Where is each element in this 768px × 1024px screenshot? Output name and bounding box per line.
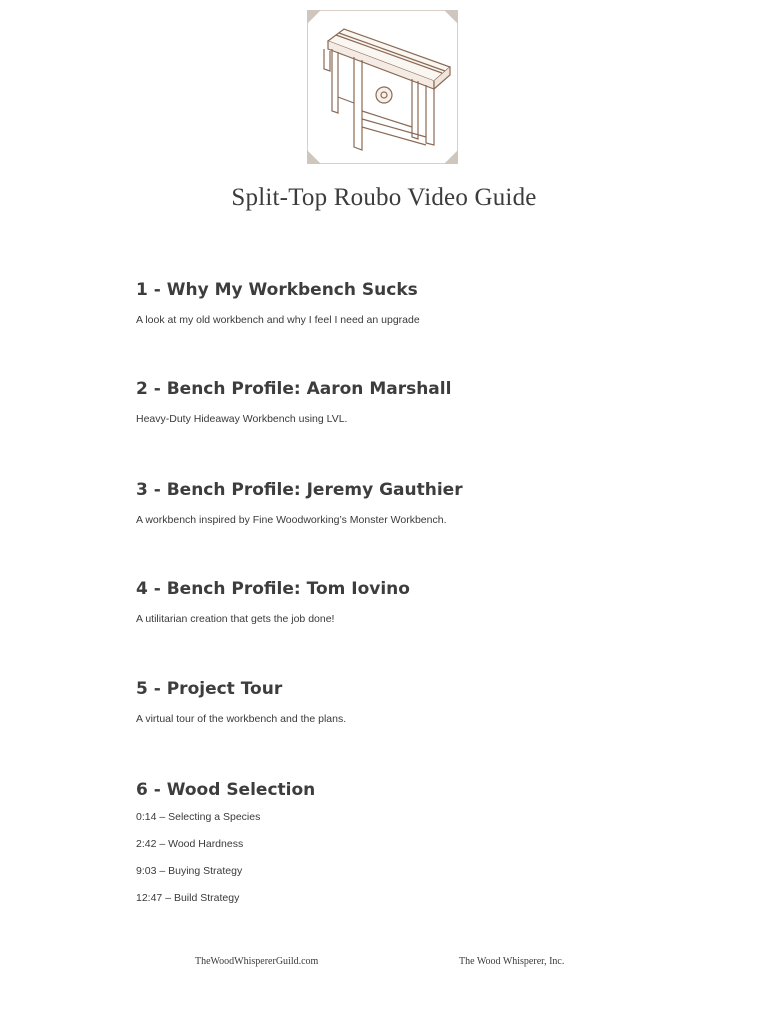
section-description: A look at my old workbench and why I feel I need an upgrade <box>136 314 420 326</box>
section-heading: 2 - Bench Profile: Aaron Marshall <box>136 379 452 399</box>
timestamp-item: 0:14 – Selecting a Species <box>136 811 261 823</box>
document-title: Split-Top Roubo Video Guide <box>231 184 537 211</box>
section-heading: 1 - Why My Workbench Sucks <box>136 280 418 300</box>
timestamp-item: 9:03 – Buying Strategy <box>136 865 243 877</box>
workbench-icon <box>314 19 452 157</box>
section-heading: 3 - Bench Profile: Jeremy Gauthier <box>136 480 463 500</box>
section-heading: 4 - Bench Profile: Tom Iovino <box>136 579 410 599</box>
footer-company: The Wood Whisperer, Inc. <box>459 956 565 967</box>
timestamp-item: 12:47 – Build Strategy <box>136 892 240 904</box>
section-3 <box>136 479 696 527</box>
section-1 <box>136 279 696 327</box>
timestamp-item: 2:42 – Wood Hardness <box>136 838 244 850</box>
section-heading: 6 - Wood Selection <box>136 780 316 800</box>
section-description: A workbench inspired by Fine Woodworking’s Monster Workbench. <box>136 514 447 526</box>
section-2 <box>136 378 696 426</box>
section-6 <box>136 779 696 918</box>
section-description: Heavy-Duty Hideaway Workbench using LVL. <box>136 413 348 425</box>
section-4 <box>136 578 696 626</box>
section-5 <box>136 678 696 726</box>
section-description: A virtual tour of the workbench and the plans. <box>136 713 347 725</box>
footer-website: TheWoodWhispererGuild.com <box>195 956 319 967</box>
section-description: A utilitarian creation that gets the job done! <box>136 613 335 625</box>
section-heading: 5 - Project Tour <box>136 679 283 699</box>
workbench-logo <box>307 10 458 164</box>
timestamp-list <box>136 810 696 918</box>
